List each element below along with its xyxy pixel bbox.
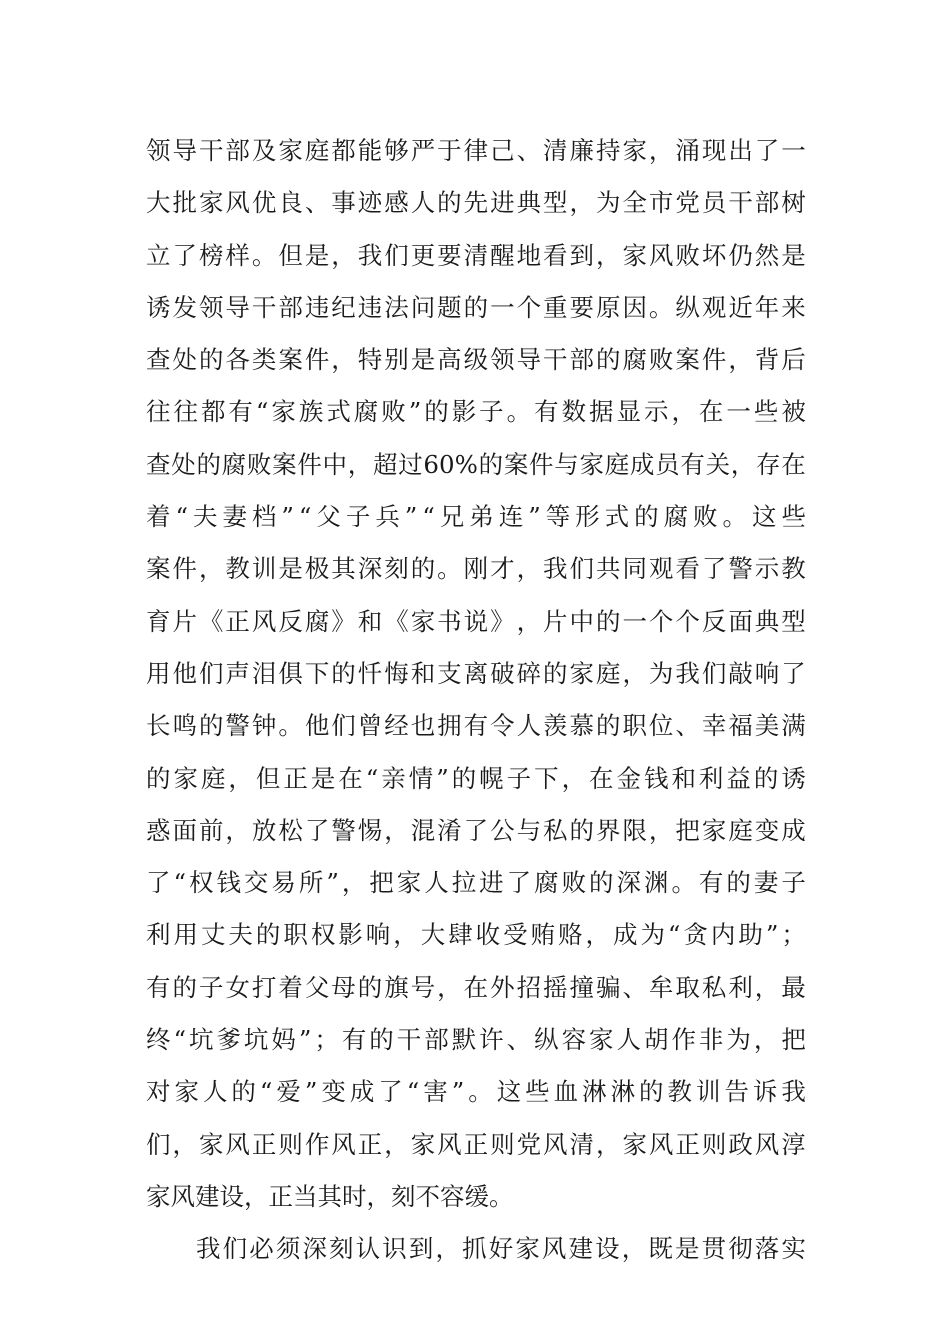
text-line: 着 “ 夫 妻 档 ” “ 父 子 兵 ” “ 兄 弟 连 ” 等 形 式 的 腐 败 。 这 些 <box>146 502 806 532</box>
text-line: 对 家 人 的 “ 爱 ” 变 成 了 “ 害 ” 。 这 些 血 淋 淋 的 教 训 告 诉 我 <box>146 1077 806 1107</box>
text-line: 查 处 的 各 类 案 件 ， 特 别 是 高 级 领 导 干 部 的 腐 败 案 件 ， 背 后 <box>146 345 806 375</box>
paragraph-start-line: 我 们 必 须 深 刻 认 识 到 ， 抓 好 家 风 建 设 ， 既 是 贯 彻 落 实 <box>196 1234 806 1264</box>
text-line: 惑 面 前 ， 放 松 了 警 惕 ， 混 淆 了 公 与 私 的 界 限 ， 把 家 庭 变 成 <box>146 815 806 845</box>
text-line: 利 用 丈 夫 的 职 权 影 响 ， 大 肆 收 受 贿 赂 ， 成 为 “ 贪 内 助 ” ； <box>146 920 806 950</box>
text-line: 了 “ 权 钱 交 易 所 ” ， 把 家 人 拉 进 了 腐 败 的 深 渊 。 有 的 妻 子 <box>146 868 806 898</box>
text-line: 大 批 家 风 优 良 、 事 迹 感 人 的 先 进 典 型 ， 为 全 市 党 员 干 部 树 <box>146 188 806 218</box>
text-line: 终 “ 坑 爹 坑 妈 ” ； 有 的 干 部 默 许 、 纵 容 家 人 胡 作 非 为 ， 把 <box>146 1025 806 1055</box>
text-line: 查 处 的 腐 败 案 件 中 ， 超 过 60% 的 案 件 与 家 庭 成 员 有 关 ， 存 在 <box>146 449 806 479</box>
text-line: 们 ， 家 风 正 则 作 风 正 ， 家 风 正 则 党 风 清 ， 家 风 正 则 政 风 淳 <box>146 1129 806 1159</box>
paragraph-end-line: 家风建设，正当其时，刻不容缓。 <box>146 1181 514 1211</box>
text-line: 往 往 都 有 “ 家 族 式 腐 败 ” 的 影 子 。 有 数 据 显 示 ， 在 一 些 被 <box>146 397 806 427</box>
text-line: 案 件 ， 教 训 是 极 其 深 刻 的 。 刚 才 ， 我 们 共 同 观 看 了 警 示 教 <box>146 554 806 584</box>
text-line: 用 他 们 声 泪 俱 下 的 忏 悔 和 支 离 破 碎 的 家 庭 ， 为 我 们 敲 响 了 <box>146 658 806 688</box>
text-line: 领 导 干 部 及 家 庭 都 能 够 严 于 律 己 、 清 廉 持 家 ， 涌 现 出 了 一 <box>146 136 806 165</box>
text-line: 育 片 《 正 风 反 腐 》 和 《 家 书 说 》 ， 片 中 的 一 个 个 反 面 典 型 <box>146 606 806 636</box>
text-line: 立 了 榜 样 。 但 是 ， 我 们 更 要 清 醒 地 看 到 ， 家 风 败 坏 仍 然 是 <box>146 240 806 270</box>
text-line: 长 鸣 的 警 钟 。 他 们 曾 经 也 拥 有 令 人 羡 慕 的 职 位 、 幸 福 美 满 <box>146 711 806 741</box>
text-line: 的 家 庭 ， 但 正 是 在 “ 亲 情 ” 的 幌 子 下 ， 在 金 钱 和 利 益 的 诱 <box>146 763 806 793</box>
text-line: 有 的 子 女 打 着 父 母 的 旗 号 ， 在 外 招 摇 撞 骗 、 牟 取 私 利 ， 最 <box>146 972 806 1002</box>
text-line: 诱 发 领 导 干 部 违 纪 违 法 问 题 的 一 个 重 要 原 因 。 纵 观 近 年 来 <box>146 292 806 322</box>
body-text <box>146 125 806 1276</box>
